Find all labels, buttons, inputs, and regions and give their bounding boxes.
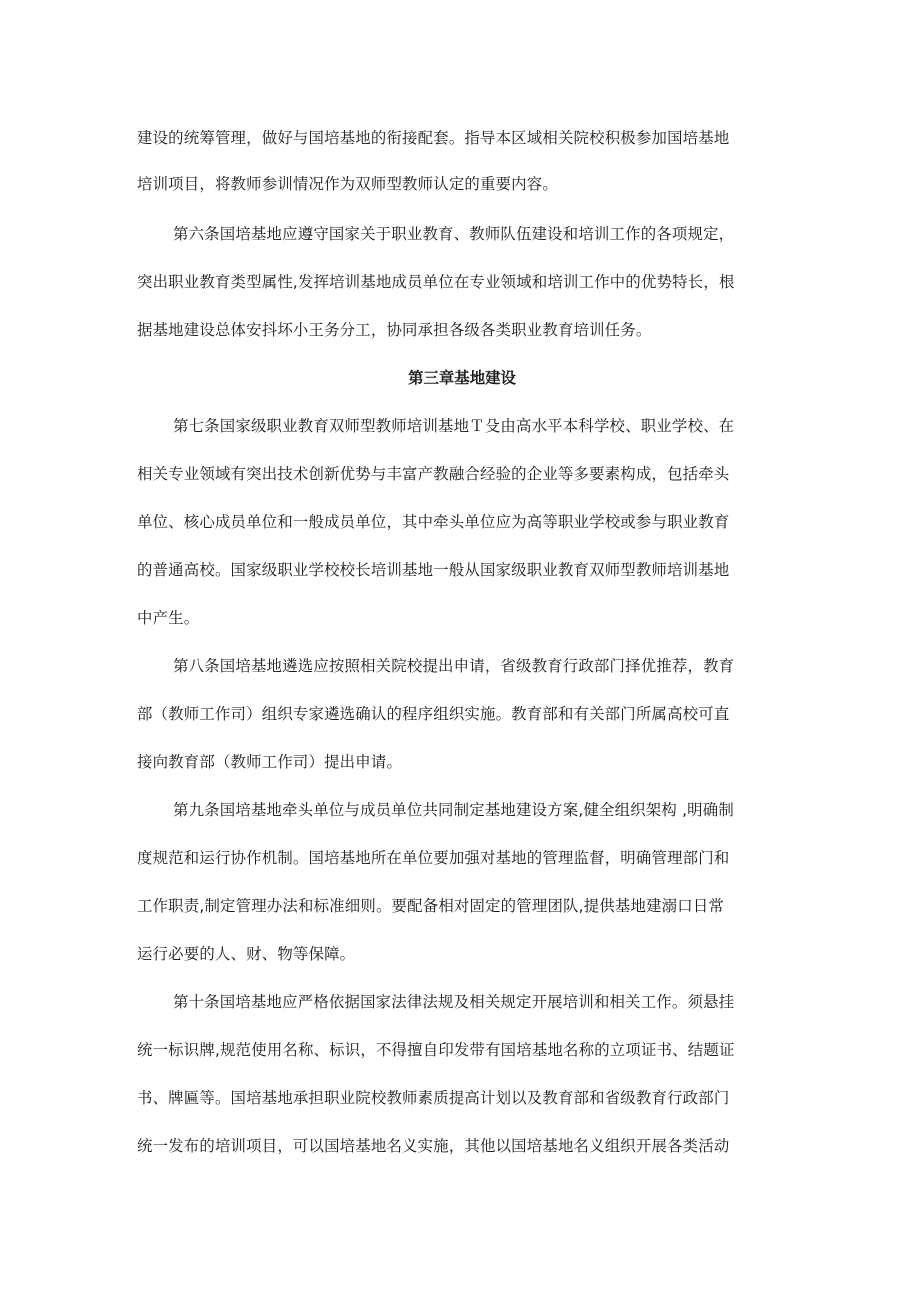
text-line: 培训项目，将教师参训情况作为双师型教师认定的重要内容。 <box>137 175 558 193</box>
article-8-line: 部（教师工作司）组织专家遴选确认的程序组织实施。教育部和有关部门所属高校可直 <box>137 705 730 723</box>
article-7-line: 中产生。 <box>137 609 200 627</box>
article-9-line: 工作职责,制定管理办法和标准细则。要配备相对固定的管理团队,提供基地建溺口日常 <box>137 897 725 915</box>
article-6-line: 第六条国培基地应遵守国家关于职业教育、教师队伍建设和培训工作的各项规定， <box>173 225 735 243</box>
article-10-line: 统一发布的培训项目，可以国培基地名义实施，其他以国培基地名义组织开展各类活动 <box>137 1137 730 1155</box>
article-10-line: 书、牌匾等。国培基地承担职业院校教师素质提高计划以及教育部和省级教育行政部门 <box>137 1089 730 1107</box>
article-7-line: 的普通高校。国家级职业学校校长培训基地一般从国家级职业教育双师型教师培训基地 <box>137 561 730 579</box>
article-7-line: 单位、核心成员单位和一般成员单位，其中牵头单位应为高等职业学校或参与职业教育 <box>137 513 730 531</box>
article-9-line: 第九条国培基地牵头单位与成员单位共同制定基地建设方案,健全组织架构 ,明确制 <box>173 801 734 819</box>
article-7-line: 相关专业领域有突出技术创新优势与丰富产教融合经验的企业等多要素构成，包括牵头 <box>137 465 730 483</box>
article-7-line: 第七条国家级职业教育双师型教师培训基地Ｔ殳由高水平本科学校、职业学校、在 <box>173 417 735 435</box>
article-6-line: 突出职业教育类型属性,发挥培训基地成员单位在专业领域和培训工作中的优势特长，根 <box>137 273 735 291</box>
article-10-line: 统一标识牌,规范使用名称、标识，不得擅自印发带有国培基地名称的立项证书、结题证 <box>137 1041 735 1059</box>
chapter-heading: 第三章基地建设 <box>408 369 516 387</box>
article-6-line: 据基地建设总体安抖坏小王务分工，协同承担各级各类职业教育培训任务。 <box>137 321 652 339</box>
article-9-line: 度规范和运行协作机制。国培基地所在单位要加强对基地的管理监督，明确管理部门和 <box>137 849 730 867</box>
text-line: 建设的统筹管理，做好与国培基地的衔接配套。指导本区域相关院校积极参加国培基地 <box>137 129 730 147</box>
article-10-line: 第十条国培基地应严格依据国家法律法规及相关规定开展培训和相关工作。须悬挂 <box>173 993 735 1011</box>
article-9-line: 运行必要的人、财、物等保障。 <box>137 945 356 963</box>
article-8-line: 第八条国培基地遴选应按照相关院校提出申请，省级教育行政部门择优推荐，教育 <box>173 657 735 675</box>
article-8-line: 接向教育部（教师工作司）提出申请。 <box>137 753 403 771</box>
